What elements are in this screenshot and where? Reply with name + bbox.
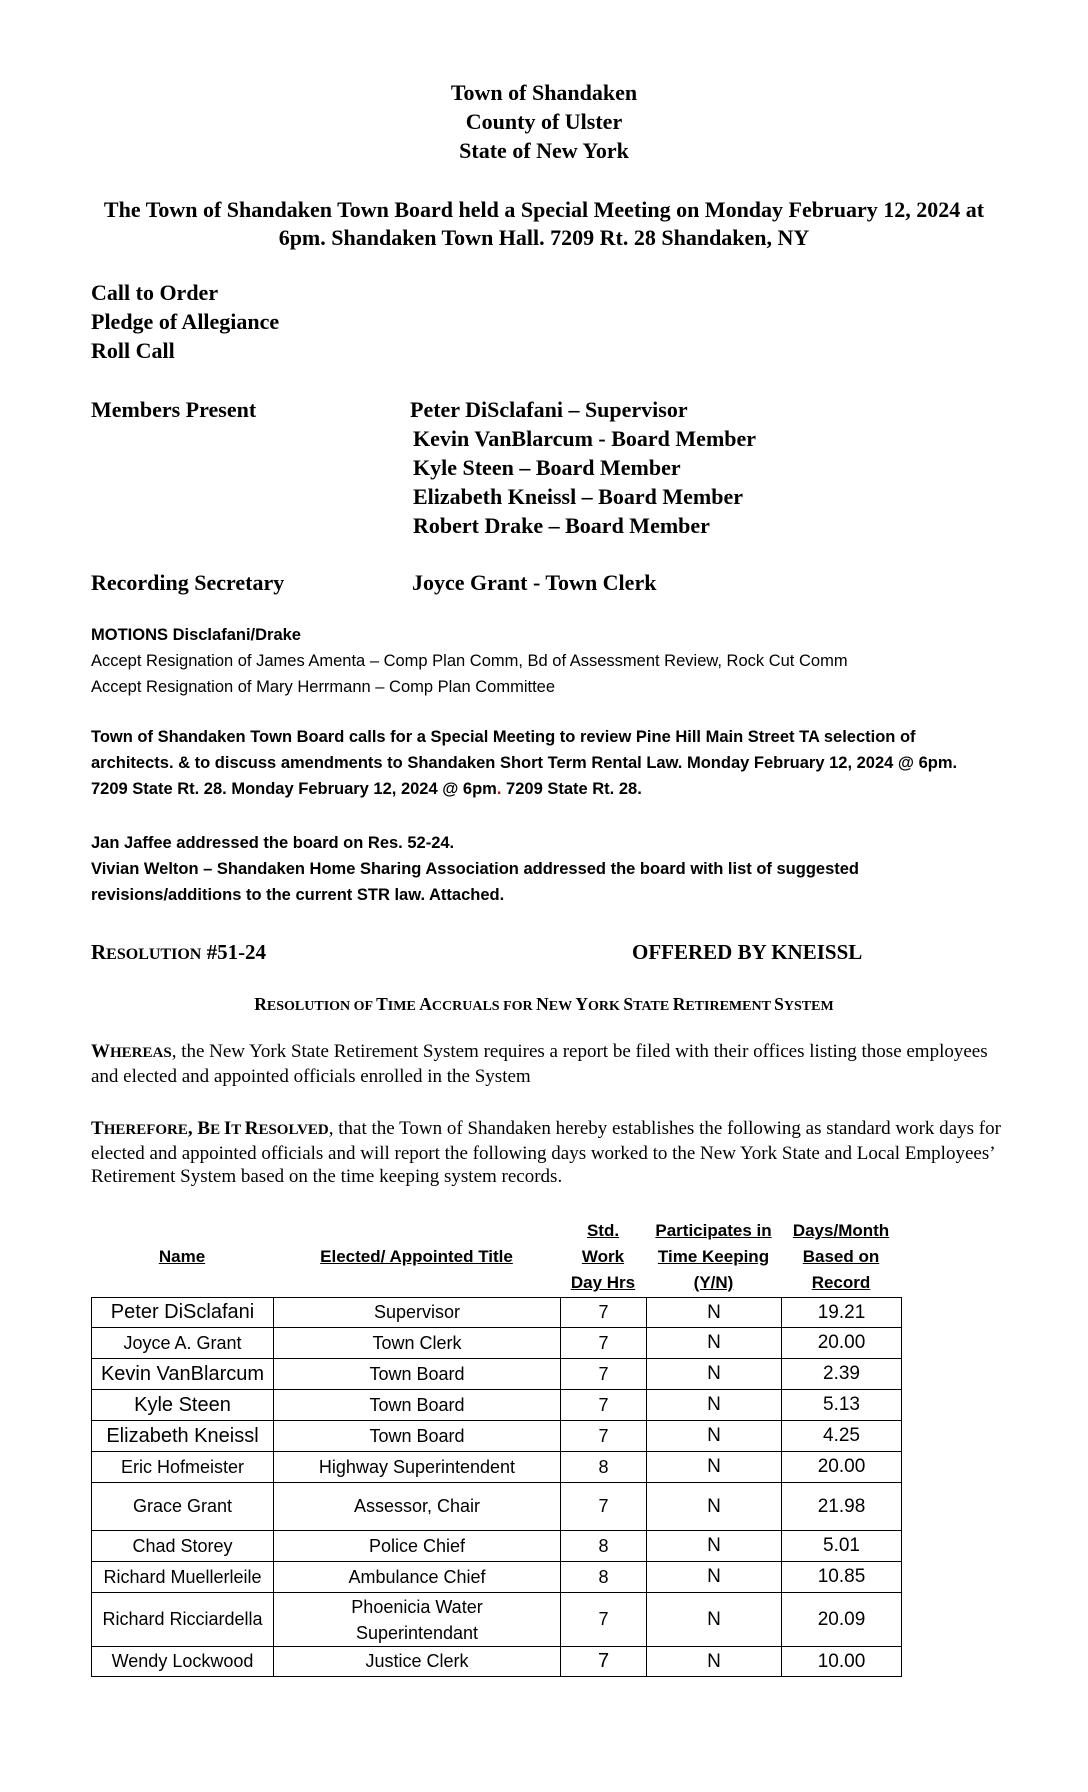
table-row xyxy=(92,1298,902,1328)
cell-days-month: 10.00 xyxy=(782,1647,902,1677)
cell-work-hours: 8 xyxy=(561,1531,647,1562)
cell-title: Town Clerk xyxy=(274,1328,561,1359)
cell-work-hours: 7 xyxy=(561,1390,647,1421)
cell-time-keeping: N xyxy=(647,1647,782,1677)
member-item: Peter DiSclafani – Supervisor xyxy=(410,397,688,422)
speakers-section xyxy=(91,830,991,908)
whereas-paragraph: WHEREAS, the New York State Retirement System requires a report be filed with their offices listing those employees and elected and appointed officials enrolled in the System xyxy=(91,1041,988,1087)
cell-days-month: 21.98 xyxy=(782,1483,902,1531)
state-name: State of New York xyxy=(459,138,629,163)
procedure-item: Call to Order xyxy=(91,280,219,305)
cell-time-keeping: N xyxy=(647,1359,782,1390)
motions-section xyxy=(91,622,848,700)
column-header-days-month: Days/Month Based on Record xyxy=(792,1221,890,1292)
cell-name: Eric Hofmeister xyxy=(92,1452,274,1483)
cell-title: Town Board xyxy=(274,1359,561,1390)
procedures-list xyxy=(91,278,279,365)
member-item: Kyle Steen – Board Member xyxy=(413,455,681,480)
procedure-item: Roll Call xyxy=(91,338,175,363)
cell-title: Phoenicia Water Superintendant xyxy=(274,1593,561,1647)
table-row xyxy=(92,1483,902,1531)
cell-title: Justice Clerk xyxy=(274,1647,561,1677)
cell-days-month: 20.09 xyxy=(782,1593,902,1647)
table-row xyxy=(92,1452,902,1483)
cell-work-hours: 7 xyxy=(561,1647,647,1677)
member-item: Kevin VanBlarcum - Board Member xyxy=(413,426,757,451)
cell-time-keeping: N xyxy=(647,1593,782,1647)
members-present-label: Members Present xyxy=(91,397,257,422)
cell-time-keeping: N xyxy=(647,1531,782,1562)
recording-secretary-value: Joyce Grant - Town Clerk xyxy=(412,570,657,595)
motions-heading: MOTIONS Disclafani/Drake xyxy=(91,626,301,644)
column-header-time-keeping: Participates in Time Keeping (Y/N) xyxy=(655,1221,772,1292)
cell-days-month: 19.21 xyxy=(782,1298,902,1328)
speaker-item: Vivian Welton – Shandaken Home Sharing Association addressed the board with list of suggested revisions/additions to the current STR law. Attached. xyxy=(91,860,860,904)
cell-days-month: 4.25 xyxy=(782,1421,902,1452)
table-row xyxy=(92,1593,902,1647)
cell-name: Kevin VanBlarcum xyxy=(92,1359,274,1390)
cell-work-hours: 7 xyxy=(561,1298,647,1328)
cell-title: Town Board xyxy=(274,1421,561,1452)
county-name: County of Ulster xyxy=(465,109,623,134)
cell-title: Supervisor xyxy=(274,1298,561,1328)
cell-title: Assessor, Chair xyxy=(274,1483,561,1531)
cell-name: Elizabeth Kneissl xyxy=(92,1421,274,1452)
cell-name: Chad Storey xyxy=(92,1531,274,1562)
cell-days-month: 20.00 xyxy=(782,1328,902,1359)
cell-work-hours: 8 xyxy=(561,1452,647,1483)
resolution-offered-by: OFFERED BY KNEISSL xyxy=(632,940,863,964)
procedure-item: Pledge of Allegiance xyxy=(91,309,280,334)
cell-days-month: 5.13 xyxy=(782,1390,902,1421)
special-meeting-text: Town of Shandaken Town Board calls for a Special Meeting to review Pine Hill Main Street TA selection of architects. & to discuss amendments to Shandaken Short Term Rental Law. Monday February 12, 2024 @ 6pm. 7209 State Rt. 28. Monday February 12, 2024 @ 6pm xyxy=(91,728,958,798)
cell-work-hours: 7 xyxy=(561,1421,647,1452)
table-row xyxy=(92,1421,902,1452)
cell-title: Ambulance Chief xyxy=(274,1562,561,1593)
cell-days-month: 20.00 xyxy=(782,1452,902,1483)
table-row xyxy=(92,1390,902,1421)
cell-days-month: 5.01 xyxy=(782,1531,902,1562)
cell-time-keeping: N xyxy=(647,1483,782,1531)
cell-name: Peter DiSclafani xyxy=(92,1298,274,1328)
special-meeting-paragraph xyxy=(91,724,991,802)
cell-time-keeping: N xyxy=(647,1452,782,1483)
cell-name: Wendy Lockwood xyxy=(92,1647,274,1677)
cell-title: Police Chief xyxy=(274,1531,561,1562)
cell-work-hours: 8 xyxy=(561,1562,647,1593)
resolution-number: RESOLUTION #51-24 xyxy=(91,940,267,964)
special-meeting-red-period: . xyxy=(496,780,502,798)
cell-days-month: 10.85 xyxy=(782,1562,902,1593)
cell-name: Kyle Steen xyxy=(92,1390,274,1421)
speaker-item: Jan Jaffee addressed the board on Res. 52-24. xyxy=(91,834,455,852)
cell-time-keeping: N xyxy=(647,1562,782,1593)
cell-work-hours: 7 xyxy=(561,1328,647,1359)
recording-secretary-label: Recording Secretary xyxy=(91,570,285,595)
members-present-list xyxy=(410,395,756,540)
table-row xyxy=(92,1328,902,1359)
column-header-title: Elected/ Appointed Title xyxy=(320,1247,513,1266)
cell-time-keeping: N xyxy=(647,1298,782,1328)
therefore-paragraph: THEREFORE, BE IT RESOLVED, that the Town of Shandaken hereby establishes the following as standard work days for elected and appointed officials and will report the following days worked to the New York State and Local Employees’ Retirement System based on the time keeping system records. xyxy=(91,1118,1001,1187)
cell-time-keeping: N xyxy=(647,1328,782,1359)
cell-days-month: 2.39 xyxy=(782,1359,902,1390)
table-row xyxy=(92,1359,902,1390)
table-row xyxy=(92,1531,902,1562)
cell-name: Richard Ricciardella xyxy=(92,1593,274,1647)
cell-title: Highway Superintendent xyxy=(274,1452,561,1483)
column-header-work-hours: Std. Work Day Hrs xyxy=(570,1221,636,1292)
table-row xyxy=(92,1647,902,1677)
member-item: Elizabeth Kneissl – Board Member xyxy=(413,484,743,509)
cell-work-hours: 7 xyxy=(561,1359,647,1390)
time-accruals-table xyxy=(91,1297,902,1677)
cell-time-keeping: N xyxy=(647,1390,782,1421)
motion-item: Accept Resignation of Mary Herrmann – Comp Plan Committee xyxy=(91,678,556,696)
document-header xyxy=(0,78,1088,165)
cell-name: Grace Grant xyxy=(92,1483,274,1531)
town-name: Town of Shandaken xyxy=(450,80,638,105)
cell-time-keeping: N xyxy=(647,1421,782,1452)
cell-name: Richard Muellerleile xyxy=(92,1562,274,1593)
member-item: Robert Drake – Board Member xyxy=(413,513,710,538)
cell-title: Town Board xyxy=(274,1390,561,1421)
table-row xyxy=(92,1562,902,1593)
resolution-heading: RESOLUTION OF TIME ACCRUALS FOR NEW YORK STATE RETIREMENT SYSTEM xyxy=(254,994,834,1014)
cell-work-hours: 7 xyxy=(561,1483,647,1531)
meeting-notice: The Town of Shandaken Town Board held a Special Meeting on Monday February 12, 2024 at 6pm. Shandaken Town Hall. 7209 Rt. 28 Shandaken, NY xyxy=(103,197,985,250)
column-header-name: Name xyxy=(158,1247,206,1266)
motion-item: Accept Resignation of James Amenta – Comp Plan Comm, Bd of Assessment Review, Rock Cut Comm xyxy=(91,652,848,670)
cell-name: Joyce A. Grant xyxy=(92,1328,274,1359)
cell-work-hours: 7 xyxy=(561,1593,647,1647)
special-meeting-tail: 7209 State Rt. 28. xyxy=(501,780,642,798)
